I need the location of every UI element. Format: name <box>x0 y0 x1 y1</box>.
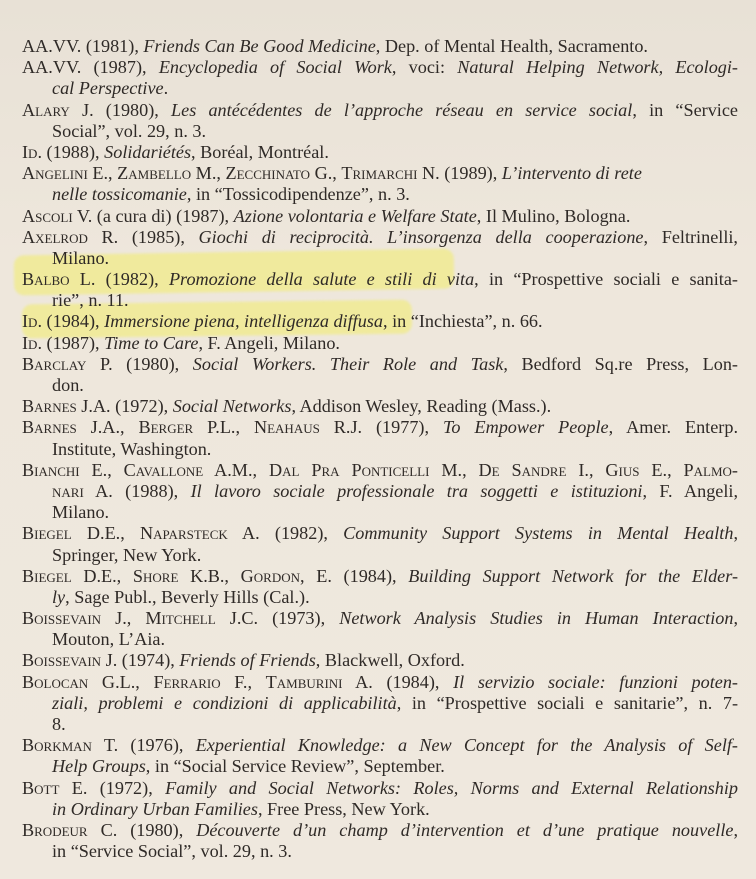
reference-line <box>22 650 738 671</box>
reference-text: Springer, New York. <box>52 544 202 565</box>
reference-text: Milano. <box>52 247 110 268</box>
reference-text: Mouton, L’Aia. <box>52 629 165 650</box>
reference-entry <box>22 142 738 163</box>
work-title: in Ordinary Urban Families <box>52 798 258 819</box>
reference-line <box>22 248 738 269</box>
reference-line <box>22 566 738 587</box>
work-title: Les antécédentes de l’approche réseau en service social <box>171 99 633 120</box>
reference-line <box>22 311 738 332</box>
author-name: Gordon <box>240 565 301 586</box>
author-name: Zambello <box>117 163 192 184</box>
reference-line <box>22 481 738 502</box>
author-name: Tamburini <box>265 671 343 692</box>
work-title: cal Perspective <box>52 78 164 99</box>
reference-line <box>22 269 738 290</box>
reference-text: , in “Prospettive sociali e sanitarie”, n. 7- <box>396 692 738 713</box>
reference-text: P. (1980), <box>86 353 193 374</box>
reference-entry <box>22 417 738 459</box>
reference-text: . (1987), <box>37 332 105 353</box>
author-name: Gius <box>605 459 640 480</box>
reference-text: A. (1984), <box>342 671 454 692</box>
author-name: Trimarchi <box>341 163 418 184</box>
work-title: Family and Social Networks: Roles, Norms and External Relationship <box>165 777 738 798</box>
work-title: Network Analysis Studies in Human Interaction <box>339 608 734 629</box>
work-title: Social Networks <box>172 396 292 417</box>
work-title: Friends Can Be Good Medicine <box>143 36 376 56</box>
reference-text: J. (1974), <box>101 650 180 671</box>
author-name: nari <box>52 480 84 501</box>
work-title: Building Support Network for the Elder- <box>408 565 739 586</box>
author-name: Barnes <box>22 417 77 438</box>
author-name: Bolocan <box>22 671 89 692</box>
reference-text: R. (1985), <box>87 226 199 247</box>
reference-text: , Blackwell, Oxford. <box>315 650 465 671</box>
work-title: Giochi di reciprocità. L’insorgenza della cooperazione <box>198 226 644 247</box>
author-name: Biegel <box>22 523 72 544</box>
reference-text: . <box>163 78 169 99</box>
reference-text: , F. Angeli, <box>642 480 739 501</box>
reference-text: , in “Service <box>632 99 738 120</box>
author-name: Shore <box>132 565 179 586</box>
work-title: Découverte d’un champ d’intervention et d’une pratique nouvelle <box>196 819 734 840</box>
work-title: Time to Care <box>104 332 199 353</box>
reference-line <box>22 735 738 756</box>
reference-text: D.E., <box>71 523 140 544</box>
author-name: Axelrod <box>22 226 88 247</box>
work-title: Help Groups <box>52 756 146 777</box>
reference-line <box>22 57 738 78</box>
work-title: Immersione piena, intelligenza diffusa <box>104 311 383 332</box>
reference-text: , Bedford Sq.re Press, Lon- <box>503 353 738 374</box>
author-name: Neahaus <box>253 417 320 438</box>
work-title: Friends of Friends <box>179 650 316 671</box>
reference-line <box>22 375 738 396</box>
author-name: Ascoli <box>22 205 73 226</box>
reference-text: , in “Tossicodipendenze”, n. 3. <box>186 184 410 205</box>
reference-text: , Addison Wesley, Reading (Mass.). <box>291 396 552 417</box>
reference-text: in “Service Social”, vol. 29, n. 3. <box>52 841 292 862</box>
reference-line <box>22 333 738 354</box>
reference-text: Institute, Washington. <box>52 438 212 459</box>
author-name: Cavallone <box>123 459 204 480</box>
reference-text: , <box>733 819 738 840</box>
reference-entry <box>22 354 738 396</box>
reference-line <box>22 206 738 227</box>
reference-text: A. (1982), <box>227 523 344 544</box>
author-name: Balbo <box>22 269 70 290</box>
reference-text: D.E., <box>71 565 133 586</box>
reference-line <box>22 354 738 375</box>
reference-text: , in “Social Service Review”, September. <box>145 756 445 777</box>
author-name: Angelini <box>22 163 88 184</box>
work-title: L’intervento di rete <box>501 163 642 184</box>
reference-line <box>22 629 738 650</box>
reference-line <box>22 184 738 205</box>
reference-text: C. (1980), <box>87 819 197 840</box>
author-name: Naparsteck <box>140 523 228 544</box>
reference-text: rie”, n. 11. <box>52 290 129 311</box>
reference-text: AA.VV. (1987), <box>22 57 159 78</box>
reference-text: , <box>733 523 738 544</box>
reference-entry <box>22 333 738 354</box>
reference-text: , Dep. of Mental Health, Sacramento. <box>375 36 648 56</box>
reference-text: P.L., <box>193 417 254 438</box>
reference-line <box>22 523 738 544</box>
author-name: Boissevain <box>22 650 102 671</box>
reference-text: , voci: <box>391 57 458 78</box>
reference-text: R.J. (1977), <box>319 417 443 438</box>
author-name: Boissevain <box>22 608 102 629</box>
reference-line <box>22 545 738 566</box>
reference-line <box>22 290 738 311</box>
author-name: Id <box>22 141 38 162</box>
reference-entry <box>22 396 738 417</box>
reference-text: G.L., <box>88 671 154 692</box>
reference-text: L. (1982), <box>69 269 169 290</box>
reference-text: K.B., <box>178 565 241 586</box>
reference-text: , Free Press, New York. <box>257 798 430 819</box>
reference-text: , Il Mulino, Bologna. <box>476 205 631 226</box>
work-title: nelle tossicomanie <box>52 184 187 205</box>
reference-text: E. (1972), <box>59 777 166 798</box>
reference-text: E., <box>639 459 684 480</box>
reference-line <box>22 36 738 57</box>
reference-line <box>22 778 738 799</box>
reference-text: , Amer. Enterp. <box>608 417 739 438</box>
reference-text: 8. <box>52 714 66 734</box>
reference-line <box>22 142 738 163</box>
reference-text: J. (1980), <box>69 99 172 120</box>
reference-entry <box>22 778 738 820</box>
reference-text: , in “Prospettive sociali e sanita- <box>474 269 738 290</box>
author-name: Borkman <box>22 735 92 756</box>
reference-line <box>22 799 738 820</box>
author-name: Biegel <box>22 565 72 586</box>
reference-entry <box>22 460 738 524</box>
work-title: Azione volontaria e Welfare State <box>233 205 477 226</box>
reference-text: , <box>733 608 739 629</box>
reference-entry <box>22 269 738 311</box>
reference-text: J.A. (1972), <box>76 396 173 417</box>
reference-entry <box>22 206 738 227</box>
work-title: ziali, problemi e condizioni di applicabilità <box>52 692 397 713</box>
work-title: ly <box>52 586 66 607</box>
work-title: Il servizio sociale: funzioni poten- <box>453 671 738 692</box>
reference-line <box>22 100 738 121</box>
reference-text: J.C. (1973), <box>215 608 340 629</box>
reference-text: G., <box>310 163 342 184</box>
reference-entry <box>22 311 738 332</box>
reference-text: . (1988), <box>37 141 105 162</box>
work-title: To Empower People <box>442 417 609 438</box>
reference-text: , Sage Publ., Beverly Hills (Cal.). <box>65 586 310 607</box>
reference-text: M., <box>191 163 226 184</box>
reference-entry <box>22 672 738 736</box>
reference-text: E., <box>87 163 118 184</box>
reference-line <box>22 121 738 142</box>
reference-text: E., <box>79 459 124 480</box>
reference-line <box>22 820 738 841</box>
reference-text: I., <box>566 459 606 480</box>
author-name: Palmo- <box>683 459 738 480</box>
author-name: Mitchell <box>145 608 216 629</box>
author-name: Bott <box>22 777 60 798</box>
reference-text: N. (1989), <box>417 163 502 184</box>
reference-text: Milano. <box>52 502 110 523</box>
work-title: Il lavoro sociale professionale tra soggetti e istituzioni <box>190 480 643 501</box>
reference-line <box>22 714 738 735</box>
reference-text: A.M., <box>203 459 269 480</box>
reference-text: , in “Inchiesta”, n. 66. <box>382 311 543 332</box>
reference-line <box>22 417 738 438</box>
work-title: Community Support Systems in Mental Health <box>343 523 734 544</box>
reference-line <box>22 78 738 99</box>
reference-line <box>22 439 738 460</box>
reference-text: M., <box>429 459 479 480</box>
work-title: Social Workers. Their Role and Task <box>192 353 504 374</box>
author-name: De Sandre <box>478 459 567 480</box>
reference-text: don. <box>52 375 84 395</box>
author-name: Brodeur <box>22 819 88 840</box>
reference-text: , Boréal, Montréal. <box>191 141 329 162</box>
reference-entry <box>22 566 738 608</box>
reference-entry <box>22 735 738 777</box>
work-title: Encyclopedia of Social Work <box>158 57 392 78</box>
reference-line <box>22 460 738 481</box>
reference-entry <box>22 57 738 99</box>
reference-text: J.A., <box>76 417 139 438</box>
author-name: Id <box>22 311 38 332</box>
reference-line <box>22 396 738 417</box>
reference-entry <box>22 36 738 57</box>
reference-text: A. (1988), <box>83 480 191 501</box>
reference-line <box>22 502 738 523</box>
work-title: Experiential Knowledge: a New Concept for the Analysis of Self- <box>195 735 738 756</box>
reference-entry <box>22 227 738 269</box>
author-name: Ferrario <box>153 671 221 692</box>
reference-entry <box>22 163 738 205</box>
author-name: Alary <box>22 99 70 120</box>
reference-text: , Feltrinelli, <box>643 226 738 247</box>
reference-line <box>22 756 738 777</box>
reference-entry <box>22 523 738 565</box>
reference-line <box>22 608 738 629</box>
reference-text: , F. Angeli, Milano. <box>198 332 340 353</box>
reference-line <box>22 693 738 714</box>
author-name: Bianchi <box>22 459 80 480</box>
reference-entry <box>22 650 738 671</box>
reference-text: T. (1976), <box>91 735 196 756</box>
reference-text: F., <box>220 671 266 692</box>
author-name: Barclay <box>22 353 87 374</box>
author-name: Berger <box>138 417 194 438</box>
reference-text: , E. (1984), <box>300 565 409 586</box>
reference-line <box>22 587 738 608</box>
author-name: Barnes <box>22 396 77 417</box>
reference-text: Social”, vol. 29, n. 3. <box>52 120 207 141</box>
reference-text: AA.VV. (1981), <box>22 36 144 56</box>
reference-line <box>22 672 738 693</box>
bibliography-list <box>22 36 738 862</box>
reference-line <box>22 227 738 248</box>
reference-entry <box>22 820 738 862</box>
author-name: Id <box>22 332 38 353</box>
work-title: Promozione della salute e stili di vita <box>168 269 475 290</box>
author-name: Zecchinato <box>225 163 311 184</box>
reference-text: J., <box>101 608 146 629</box>
reference-text: V. (a cura di) (1987), <box>72 205 234 226</box>
reference-line <box>22 841 738 862</box>
reference-text: . (1984), <box>37 311 105 332</box>
work-title: Natural Helping Network, Ecologi- <box>457 57 738 78</box>
reference-line <box>22 163 738 184</box>
author-name: Dal Pra Ponticelli <box>268 459 430 480</box>
reference-entry <box>22 608 738 650</box>
reference-entry <box>22 100 738 142</box>
work-title: Solidariétés <box>104 141 192 162</box>
